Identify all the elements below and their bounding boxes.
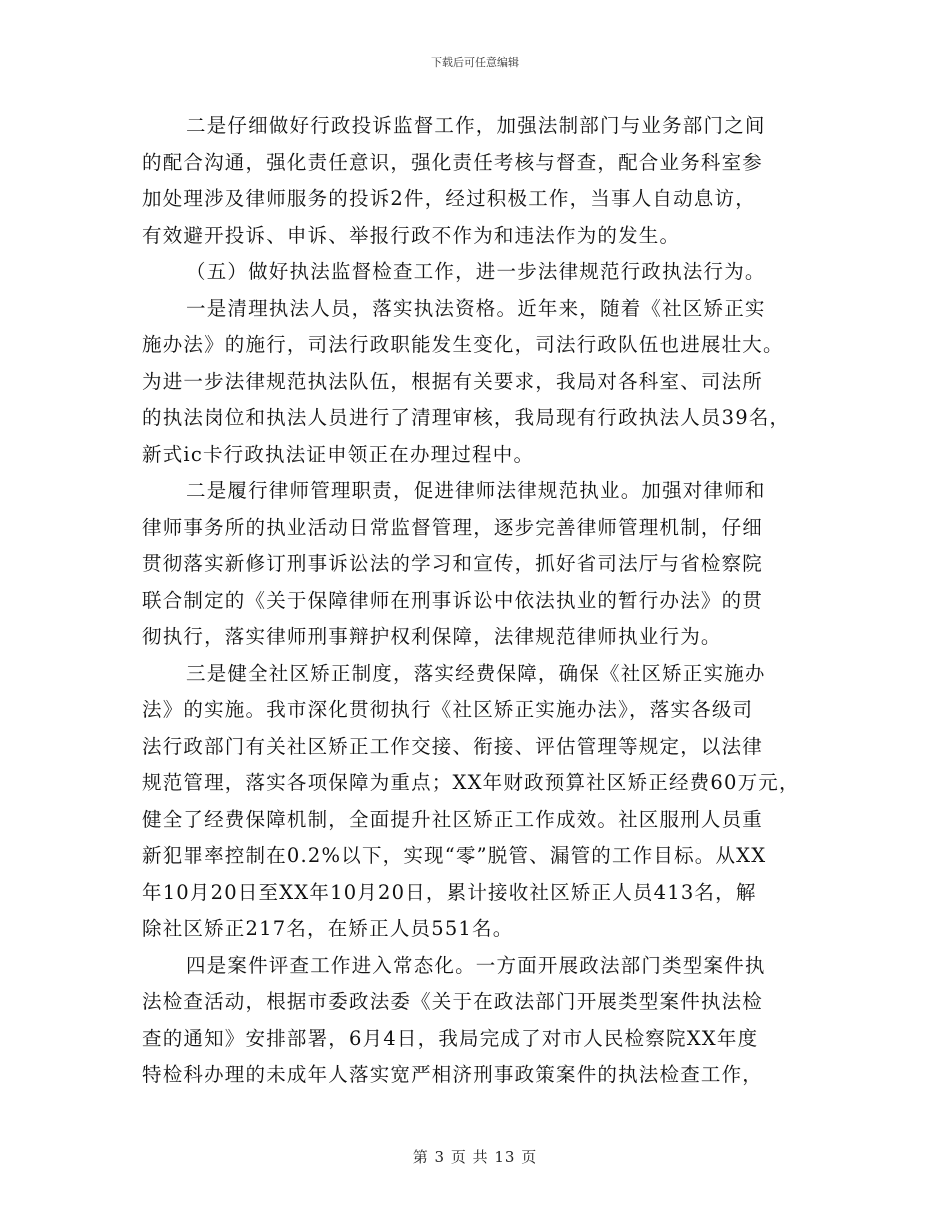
paragraph-6 [142, 948, 822, 1094]
paragraph-3 [142, 291, 822, 474]
text-line: 贯彻落实新修订刑事诉讼法的学习和宣传，抓好省司法厅与省检察院 [142, 552, 764, 575]
text-line: 法检查活动，根据市委政法委《关于在政法部门开展类型案件执法检 [142, 990, 764, 1013]
text-line: 施办法》的施行，司法行政职能发生变化，司法行政队伍也进展壮大。 [142, 333, 784, 356]
text-line: 四是案件评查工作进入常态化。一方面开展政法部门类型案件执 [186, 953, 766, 977]
page-header: 下载后可任意编辑 [431, 56, 519, 69]
text-line: 加处理涉及律师服务的投诉2件，经过积极工作，当事人自动息访， [142, 187, 756, 210]
paragraph-4 [142, 473, 822, 656]
text-line: 有效避开投诉、申诉、举报行政不作为和违法作为的发生。 [142, 223, 681, 247]
paragraph-1 [142, 108, 822, 254]
text-line: 一是清理执法人员，落实执法资格。近年来，随着《社区矫正实 [186, 296, 766, 320]
text-line: 健全了经费保障机制，全面提升社区矫正工作成效。社区服刑人员重 [142, 807, 764, 831]
text-line: 新式ic卡行政执法证申领正在办理过程中。 [142, 442, 535, 466]
text-line: （五）做好执法监督检查工作，进一步法律规范行政执法行为。 [186, 260, 766, 283]
text-line: 的执法岗位和执法人员进行了清理审核，我局现有行政执法人员39名， [142, 406, 791, 429]
text-line: 联合制定的《关于保障律师在刑事诉讼中依法执业的暂行办法》的贯 [142, 588, 764, 612]
document-body [142, 108, 822, 1094]
text-line: 法行政部门有关社区矫正工作交接、衔接、评估管理等规定，以法律 [142, 734, 764, 758]
text-line: 二是履行律师管理职责，促进律师法律规范执业。加强对律师和 [186, 479, 766, 502]
text-line: 为进一步法律规范执法队伍，根据有关要求，我局对各科室、司法所 [142, 369, 764, 393]
page-number-footer: 第 3 页 共 13 页 [412, 1148, 538, 1166]
text-line: 律师事务所的执业活动日常监督管理，逐步完善律师管理机制，仔细 [142, 515, 764, 539]
text-line: 的配合沟通，强化责任意识，强化责任考核与督查，配合业务科室参 [142, 150, 764, 174]
text-line: 年10月20日至XX年10月20日，累计接收社区矫正人员413名，解 [142, 880, 757, 904]
text-line: 法》的实施。我市深化贯彻执行《社区矫正实施办法》，落实各级司 [142, 698, 754, 721]
text-line: 三是健全社区矫正制度，落实经费保障，确保《社区矫正实施办 [186, 661, 766, 685]
text-line: 二是仔细做好行政投诉监督工作，加强法制部门与业务部门之间 [186, 114, 766, 137]
text-line: 查的通知》安排部署，6月4日，我局完成了对市人民检察院XX年度 [142, 1026, 759, 1050]
text-line: 特检科办理的未成年人落实宽严相济刑事政策案件的执法检查工作， [142, 1063, 764, 1086]
text-line: 彻执行，落实律师刑事辩护权利保障，法律规范律师执业行为。 [142, 625, 722, 648]
text-line: 新犯罪率控制在0.2%以下，实现“零”脱管、漏管的工作目标。从XX [142, 844, 767, 867]
text-line: 除社区矫正217名，在矫正人员551名。 [142, 917, 514, 940]
text-line: 规范管理，落实各项保障为重点；XX年财政预算社区矫正经费60万元， [142, 771, 800, 794]
section-heading-5 [142, 254, 822, 291]
paragraph-5 [142, 656, 822, 948]
